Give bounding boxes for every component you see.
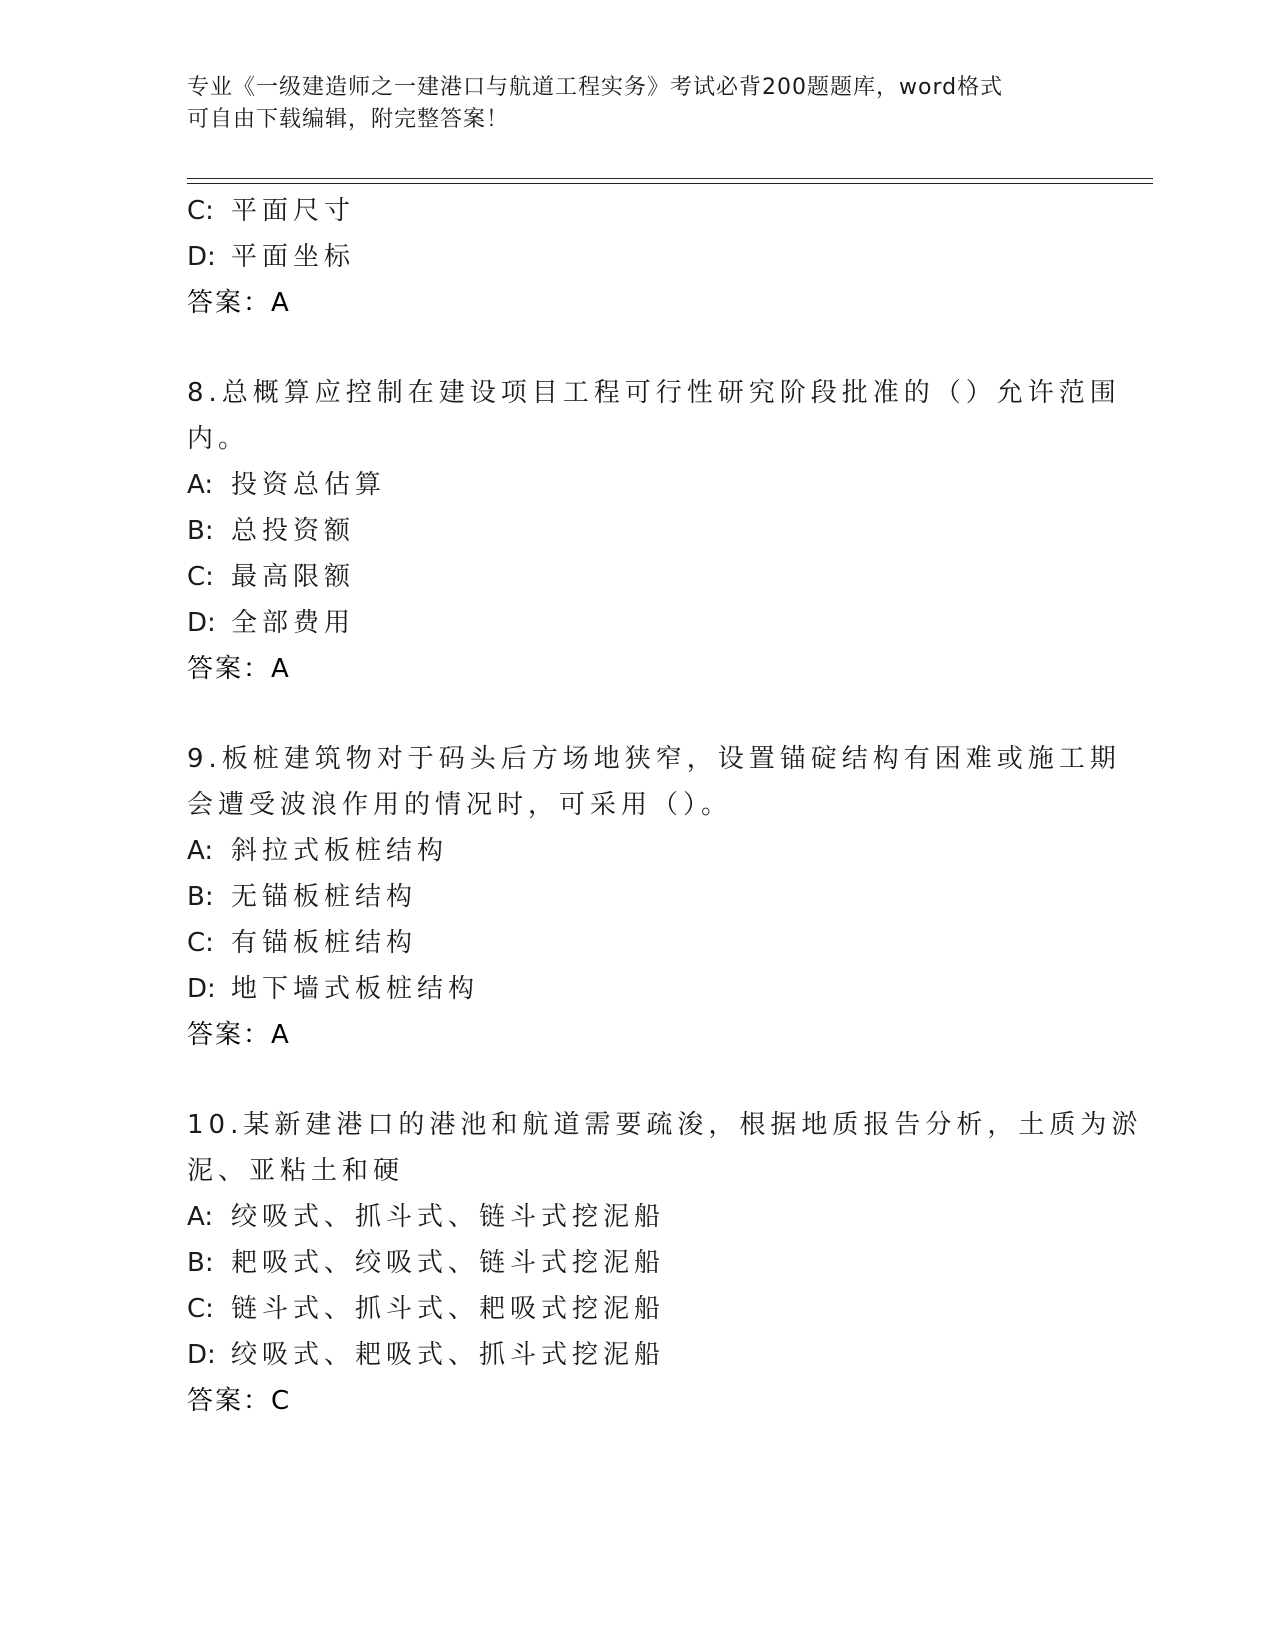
option-line [187,600,1087,646]
option-letter: C: [187,1294,214,1324]
option-line [187,234,1087,280]
question-list [187,188,1143,1424]
option-letter: D: [187,608,216,638]
option-text: 绞吸式、耙吸式、抓斗式挖泥船 [231,1340,666,1370]
question-stem-line: 8.总概算应控制在建设项目工程可行性研究阶段批准的（）允许范围 [187,378,1121,408]
option-line [187,1286,1087,1332]
option-line [187,508,1087,554]
option-letter: C: [187,196,214,226]
option-letter: D: [187,1340,216,1370]
answer-line: 答案：C [187,1386,292,1416]
answer-line: 答案：A [187,1020,291,1050]
question-stem-line: 9.板桩建筑物对于码头后方场地狭窄，设置锚碇结构有困难或施工期 [187,744,1121,774]
option-letter: A: [187,836,214,866]
option-text: 总投资额 [231,516,356,546]
option-text: 平面坐标 [231,242,356,272]
option-letter: B: [187,1248,214,1278]
option-line [187,1332,1087,1378]
document-header [187,72,1087,136]
option-text: 斜拉式板桩结构 [231,836,449,866]
header-divider-top [187,178,1153,179]
header-line-2: 可自由下载编辑，附完整答案！ [187,107,510,132]
header-line-1: 专业《一级建造师之一建港口与航道工程实务》考试必背200题题库，word格式 [187,75,1004,100]
question-stem-line: 内。 [187,424,250,454]
header-divider-bottom [187,183,1153,184]
option-letter: C: [187,562,214,592]
option-letter: B: [187,882,214,912]
option-line [187,188,1087,234]
option-text: 最高限额 [231,562,356,592]
question-stem-line: 10.某新建港口的港池和航道需要疏浚，根据地质报告分析，土质为淤 [187,1110,1143,1140]
option-letter: B: [187,516,214,546]
option-letter: D: [187,242,216,272]
question-stem-line: 泥、亚粘土和硬 [187,1156,405,1186]
question-block-8 [187,370,1121,692]
answer-line: 答案：A [187,288,291,318]
option-text: 有锚板桩结构 [231,928,418,958]
option-letter: A: [187,470,214,500]
option-line [187,966,1087,1012]
option-text: 无锚板桩结构 [231,882,418,912]
question-stem-line: 会遭受波浪作用的情况时，可采用（）。 [187,790,733,820]
question-block-7 [187,188,1087,326]
option-letter: A: [187,1202,214,1232]
option-line [187,828,1087,874]
question-block-10 [187,1102,1143,1424]
option-line [187,874,1087,920]
option-text: 平面尺寸 [231,196,356,226]
option-line [187,1240,1087,1286]
option-text: 全部费用 [231,608,356,638]
option-text: 耙吸式、绞吸式、链斗式挖泥船 [231,1248,666,1278]
option-text: 链斗式、抓斗式、耙吸式挖泥船 [231,1294,666,1324]
option-text: 绞吸式、抓斗式、链斗式挖泥船 [231,1202,666,1232]
option-text: 投资总估算 [231,470,387,500]
option-line [187,462,1087,508]
option-line [187,920,1087,966]
option-letter: C: [187,928,214,958]
option-letter: D: [187,974,216,1004]
option-line [187,554,1087,600]
question-block-9 [187,736,1121,1058]
answer-line: 答案：A [187,654,291,684]
option-text: 地下墙式板桩结构 [231,974,480,1004]
option-line [187,1194,1087,1240]
